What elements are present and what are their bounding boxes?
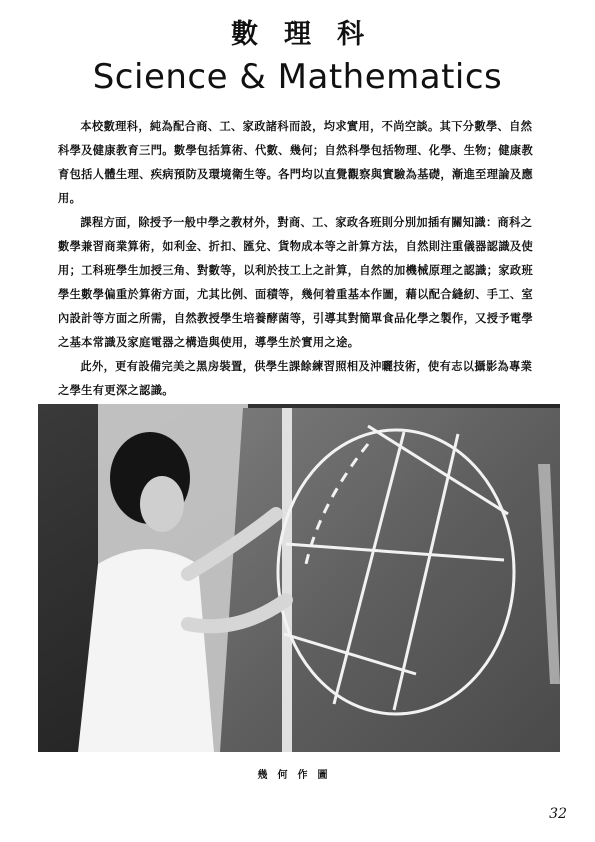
page-title-chinese: 數理科 bbox=[231, 19, 390, 50]
page-number: 32 bbox=[549, 806, 567, 822]
photo-caption: 幾何作圖 bbox=[257, 770, 338, 781]
photo-illustration bbox=[38, 404, 560, 752]
geometry-drawing-photo bbox=[38, 404, 560, 752]
paragraph-darkroom: 此外，更有設備完美之黑房裝置，供學生課餘練習照相及沖曬技術，使有志以攝影為專業之學生有更深之認識。 bbox=[58, 359, 533, 397]
blackboard bbox=[220, 408, 560, 752]
paragraph-curriculum: 課程方面，除授予一般中學之教材外，對商、工、家政各班則分別加插有關知識：商科之數學兼習商業算術，如利金、折扣、匯兌、貨物成本等之計算方法，自然則注重儀器認識及使用；工科班學生加授三角、對數等，以利於技工上之計算，自然的加機械原理之認識；家政班學生數學偏重於算術方面，尤其比例、面積等，幾何着重基本作圖，藉以配合縫紉、手工、室內設計等方面之所需，自然教授學生培養酵菌等，引導其對簡單食品化學之製作，又授予電學之基本常識及家庭電器之構造與使用，導學生於實用之途。 bbox=[58, 215, 534, 349]
page-title-english: Science & Mathematics bbox=[92, 57, 503, 97]
ruler bbox=[282, 408, 292, 752]
paragraph-intro: 本校數理科，純為配合商、工、家政諸科而設，均求實用，不尚空談。其下分數學、自然科學及健康教育三門。數學包括算術、代數、幾何；自然科學包括物理、化學、生物；健康教育包括人體生理、疾病預防及環境衛生等。各門均以直覺觀察與實驗為基礎，漸進至理論及應用。 bbox=[58, 119, 534, 205]
body-text bbox=[58, 114, 542, 426]
